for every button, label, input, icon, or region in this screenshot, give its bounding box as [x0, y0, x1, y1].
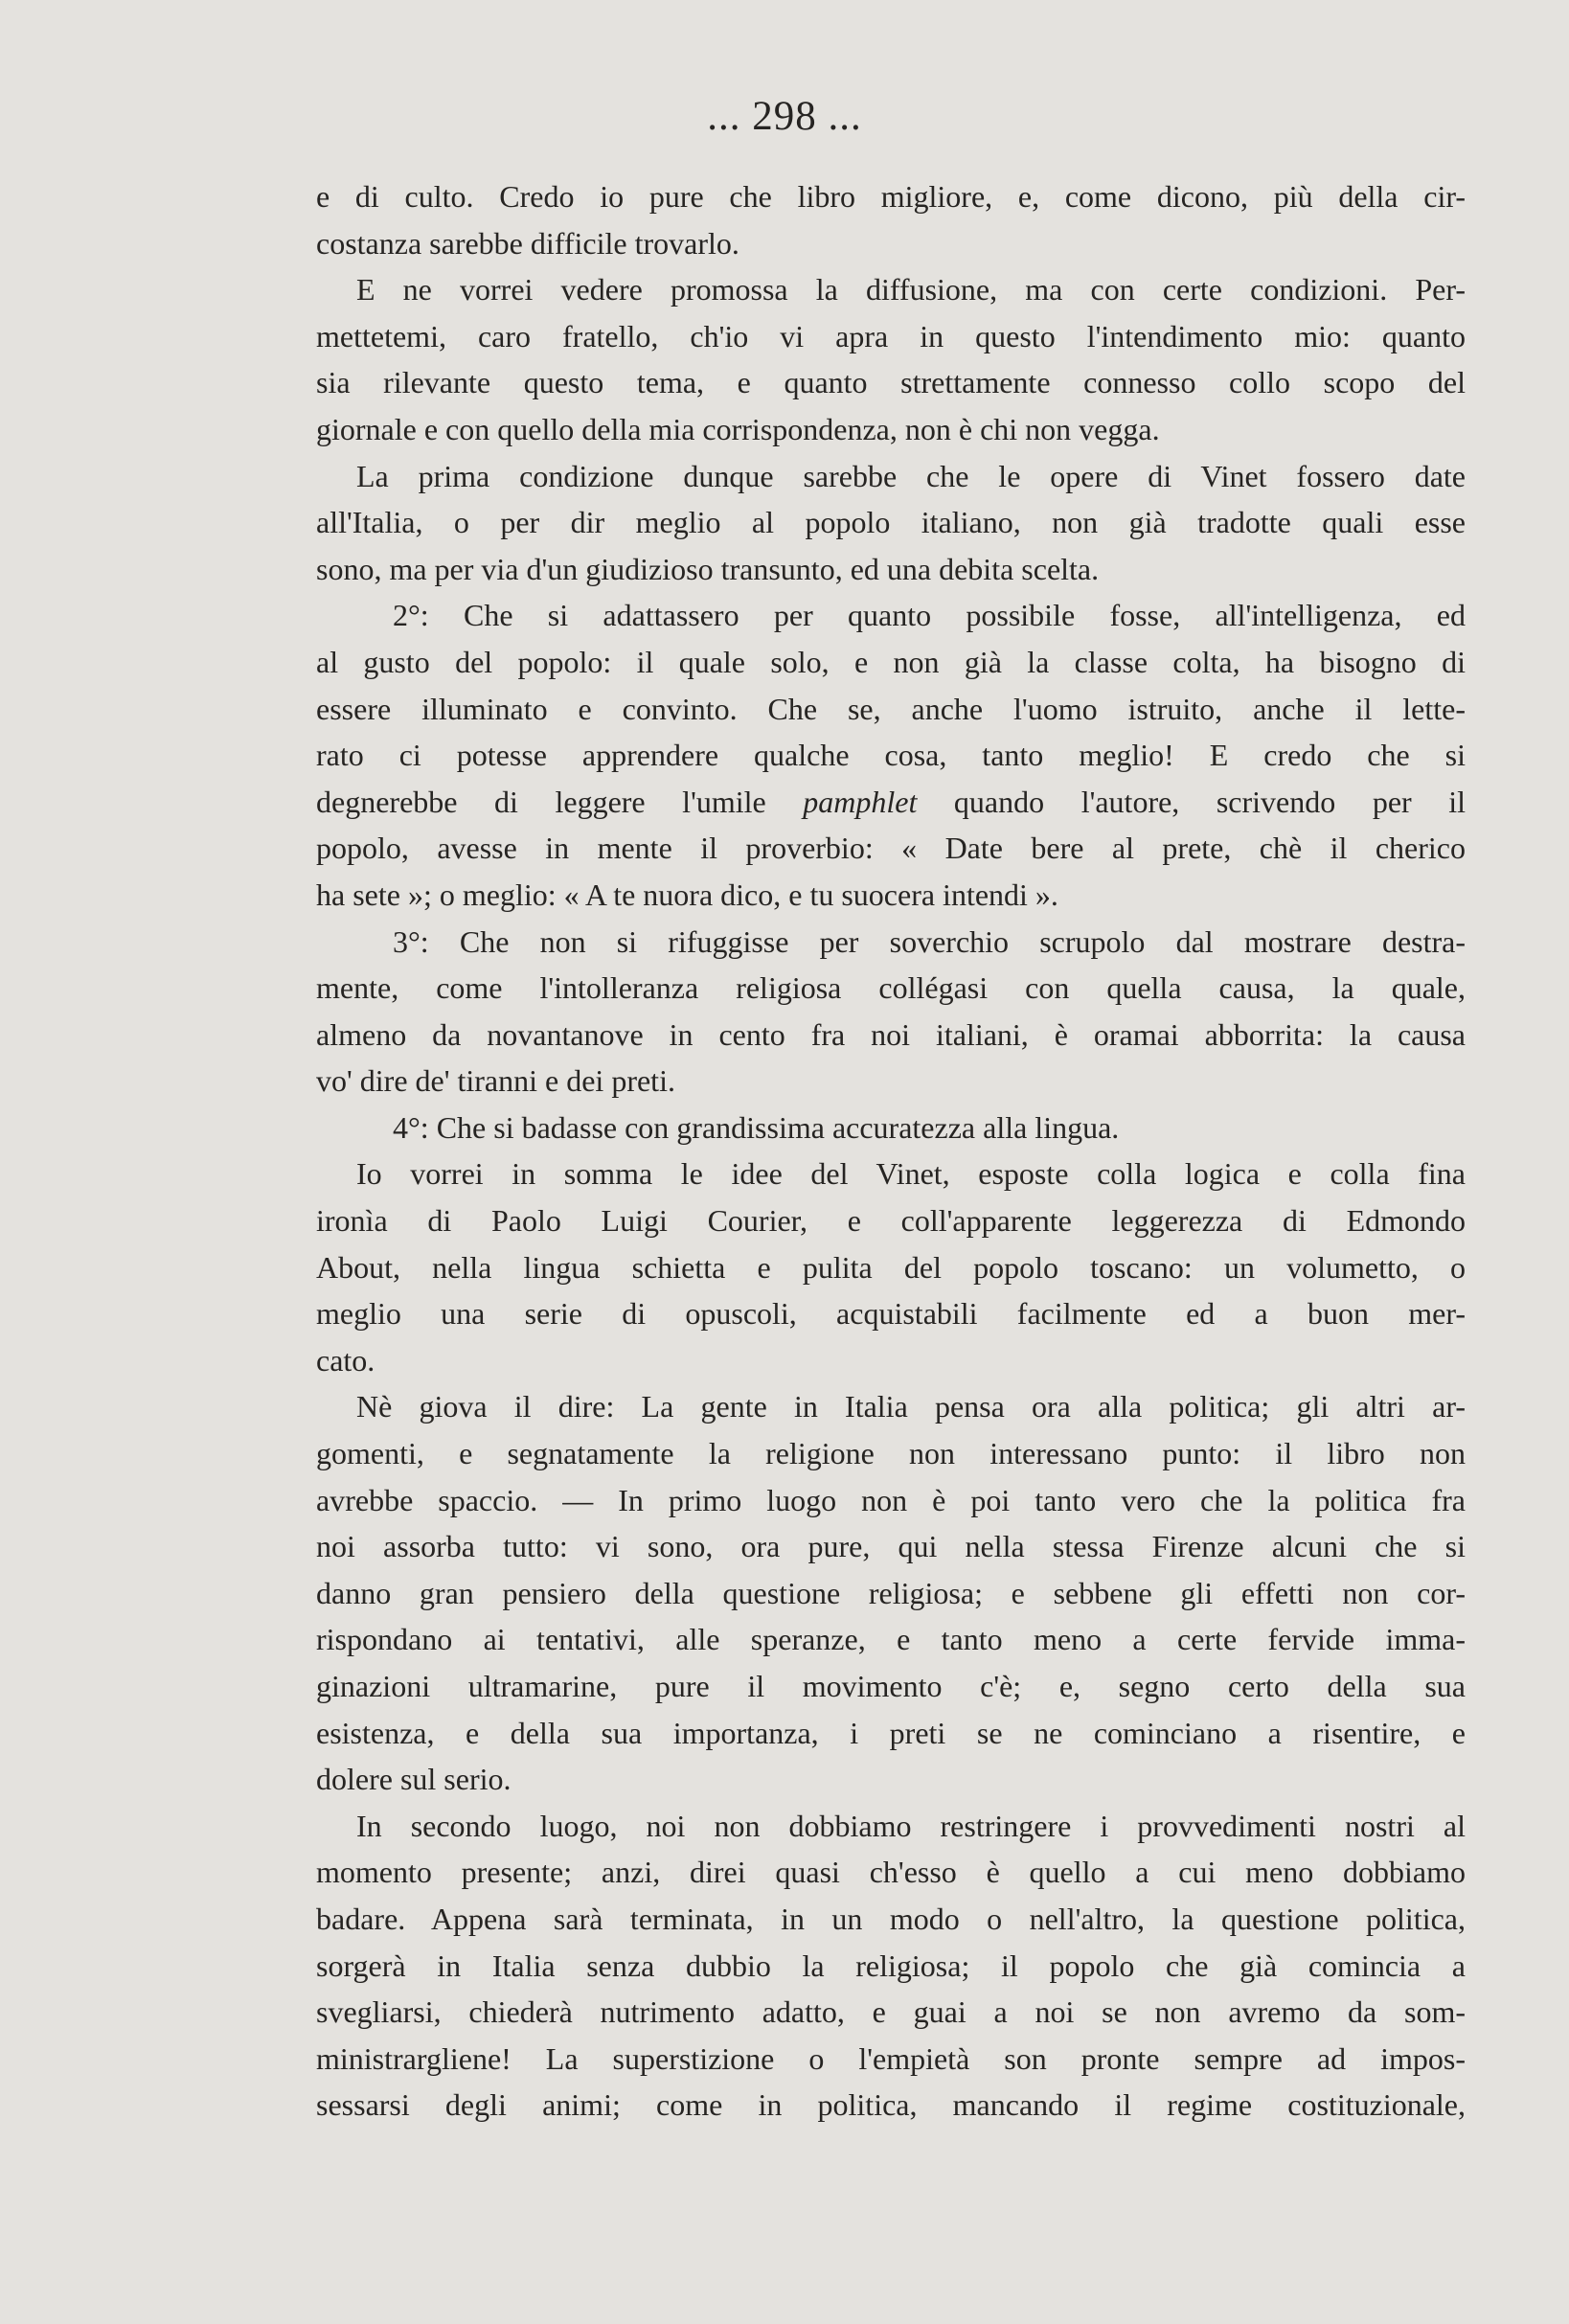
line-text: ministrargliene! La superstizione o l'empietà son pronte sempre ad impos-	[316, 2040, 1466, 2076]
line-text: vo' dire de' tiranni e dei preti.	[316, 1063, 675, 1099]
line-text: Nè giova il dire: La gente in Italia pensa ora alla politica; gli altri ar-	[356, 1389, 1466, 1424]
text-line	[316, 313, 1466, 360]
text-line	[316, 1151, 1466, 1197]
line-text: essere illuminato e convinto. Che se, anche l'uomo istruito, anche il lette-	[316, 691, 1466, 726]
line-text: ginazioni ultramarine, pure il movimento c'è; e, segno certo della sua	[316, 1669, 1466, 1703]
line-text: popolo, avesse in mente il proverbio: « Date bere al prete, chè il cherico	[316, 831, 1466, 866]
text-line	[316, 1337, 1466, 1384]
text-line	[316, 1430, 1466, 1477]
line-text: ha sete »; o meglio: « A te nuora dico, e tu suocera intendi ».	[316, 877, 1058, 912]
line-text: noi assorba tutto: vi sono, ora pure, qui nella stessa Firenze alcuni che si	[316, 1529, 1466, 1564]
line-text: E ne vorrei vedere promossa la diffusione, ma con certe condizioni. Per-	[356, 272, 1466, 308]
text-line	[316, 1197, 1466, 1244]
text-line	[316, 2036, 1466, 2083]
text-line	[316, 546, 1466, 593]
text-line	[316, 1849, 1466, 1896]
text-line	[316, 1989, 1466, 2036]
line-text: all'Italia, o per dir meglio al popolo italiano, non già tradotte quali esse	[316, 505, 1466, 540]
line-text: About, nella lingua schietta e pulita del popolo toscano: un volumetto, o	[316, 1249, 1466, 1285]
line-text: costanza sarebbe difficile trovarlo.	[316, 225, 739, 261]
text-line	[316, 406, 1466, 453]
line-text: Io vorrei in somma le idee del Vinet, esposte colla logica e colla fina	[356, 1156, 1466, 1192]
text-line	[316, 173, 1466, 220]
text-line	[316, 1477, 1466, 1524]
line-text: esistenza, e della sua importanza, i preti se ne cominciano a risentire, e	[316, 1715, 1466, 1750]
line-text: giornale e con quello della mia corrispondenza, non è chi non vegga.	[316, 411, 1160, 446]
line-text: cato.	[316, 1342, 375, 1378]
body-text	[316, 173, 1466, 2129]
line-text: sessarsi degli animi; come in politica, mancando il regime costituzionale,	[316, 2087, 1466, 2123]
page-number-header: ... 298 ...	[707, 94, 862, 139]
text-line	[316, 919, 1466, 966]
text-line	[316, 1710, 1466, 1757]
line-text: 4°: Che si badasse con grandissima accuratezza alla lingua.	[393, 1109, 1120, 1145]
text-line	[316, 1058, 1466, 1105]
line-text: ironìa di Paolo Luigi Courier, e coll'apparente leggerezza di Edmondo	[316, 1203, 1466, 1239]
line-text: 2°: Che si adattassero per quanto possibile fosse, all'intelligenza, ed	[393, 598, 1466, 633]
line-text: La prima condizione dunque sarebbe che le opere di Vinet fossero date	[356, 458, 1466, 493]
line-text: momento presente; anzi, direi quasi ch'esso è quello a cui meno dobbiamo	[316, 1855, 1466, 1890]
line-text: e di culto. Credo io pure che libro migliore, e, come dicono, più della cir-	[316, 179, 1466, 214]
text-line	[316, 499, 1466, 546]
line-text: al gusto del popolo: il quale solo, e non già la classe colta, ha bisogno di	[316, 644, 1466, 679]
line-text: rato ci potesse apprendere qualche cosa, tanto meglio! E credo che si	[316, 738, 1466, 773]
text-line	[316, 686, 1466, 733]
text-line	[316, 1244, 1466, 1291]
line-text: danno gran pensiero della questione religiosa; e sebbene gli effetti non cor-	[316, 1575, 1466, 1610]
text-line	[316, 220, 1466, 267]
text-line	[316, 266, 1466, 313]
text-line	[316, 779, 1466, 826]
line-text: rispondano ai tentativi, alle speranze, e tanto meno a certe fervide imma-	[316, 1622, 1466, 1657]
text-line	[316, 1290, 1466, 1337]
text-line	[316, 639, 1466, 686]
text-line	[316, 1756, 1466, 1803]
italic-word: pamphlet	[803, 784, 918, 819]
line-text: svegliarsi, chiederà nutrimento adatto, e guai a noi se non avremo da som-	[316, 1994, 1466, 2030]
line-text: avrebbe spaccio. — In primo luogo non è poi tanto vero che la politica fra	[316, 1482, 1466, 1517]
text-line	[316, 732, 1466, 779]
line-text: sono, ma per via d'un giudizioso transunto, ed una debita scelta.	[316, 551, 1100, 586]
line-text: sia rilevante questo tema, e quanto strettamente connesso collo scopo del	[316, 365, 1466, 400]
text-line	[316, 1896, 1466, 1943]
text-line	[316, 872, 1466, 919]
line-text: meglio una serie di opuscoli, acquistabili facilmente ed a buon mer-	[316, 1296, 1466, 1332]
line-text-continued: quando l'autore, scrivendo per il	[917, 784, 1467, 819]
text-line	[316, 1523, 1466, 1570]
line-text: mente, come l'intolleranza religiosa collégasi con quella causa, la quale,	[316, 970, 1466, 1006]
text-line	[316, 965, 1466, 1012]
text-line	[316, 1803, 1466, 1850]
text-line	[316, 1012, 1466, 1059]
text-line	[316, 592, 1466, 639]
line-text: almeno da novantanove in cento fra noi italiani, è oramai abborrita: la causa	[316, 1016, 1466, 1052]
text-line	[316, 1943, 1466, 1990]
line-text: 3°: Che non si rifuggisse per soverchio scrupolo dal mostrare destra-	[393, 923, 1466, 959]
text-line	[316, 825, 1466, 872]
text-line	[316, 1616, 1466, 1663]
text-line	[316, 1663, 1466, 1710]
text-line	[316, 1383, 1466, 1430]
text-line	[316, 453, 1466, 500]
line-text: sorgerà in Italia senza dubbio la religiosa; il popolo che già comincia a	[316, 1948, 1466, 1983]
text-line	[316, 359, 1466, 406]
text-line	[316, 1105, 1466, 1151]
line-text: badare. Appena sarà terminata, in un modo o nell'altro, la questione politica,	[316, 1901, 1466, 1936]
line-text: mettetemi, caro fratello, ch'io vi apra in questo l'intendimento mio: quanto	[316, 318, 1466, 353]
text-line	[316, 1570, 1466, 1617]
text-line	[316, 2082, 1466, 2129]
line-text: In secondo luogo, noi non dobbiamo restringere i provvedimenti nostri al	[356, 1808, 1466, 1843]
line-text: gomenti, e segnatamente la religione non interessano punto: il libro non	[316, 1436, 1466, 1471]
line-text: degnerebbe di leggere l'umile	[316, 784, 766, 819]
line-text: dolere sul serio.	[316, 1762, 512, 1797]
